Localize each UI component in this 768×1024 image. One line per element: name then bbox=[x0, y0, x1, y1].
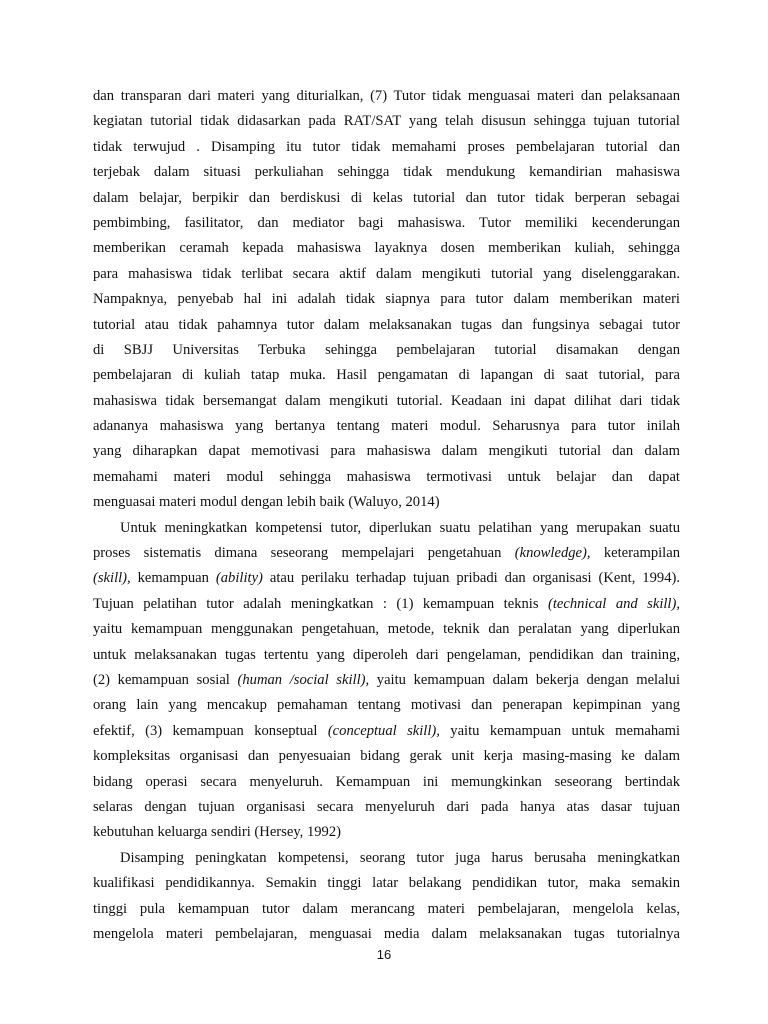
text-line: kebutuhan keluarga sendiri (Hersey, 1992) bbox=[93, 824, 342, 841]
text-line: menguasai materi modul dengan lebih baik (Waluyo, 2014) bbox=[93, 494, 440, 511]
text-line: pembimbing, fasilitator, dan mediator bagi mahasiswa. Tutor memiliki kecenderungan bbox=[93, 214, 680, 231]
text-line: kualifikasi pendidikannya. Semakin tinggi latar belakang pendidikan tutor, maka semakin bbox=[93, 875, 680, 892]
text-line: (skill), kemampuan (ability) atau perilaku terhadap tujuan pribadi dan organisasi (Kent, 1994). bbox=[93, 570, 680, 587]
text-line: yaitu kemampuan menggunakan pengetahuan, metode, teknik dan peralatan yang diperlukan bbox=[93, 621, 680, 638]
text-line: selaras dengan tujuan organisasi secara menyeluruh dari pada hanya atas dasar tujuan bbox=[93, 798, 680, 815]
text-line: tidak terwujud . Disamping itu tutor tidak memahami proses pembelajaran tutorial dan bbox=[93, 138, 680, 155]
text-line: Nampaknya, penyebab hal ini adalah tidak siapnya para tutor dalam memberikan materi bbox=[93, 291, 680, 308]
text-line: memberikan ceramah kepada mahasiswa layaknya dosen memberikan kuliah, sehingga bbox=[93, 240, 680, 257]
text-line: untuk melaksanakan tugas tertentu yang diperoleh dari pengelaman, pendidikan dan training, bbox=[93, 646, 680, 663]
text-line: mahasiswa tidak bersemangat dalam mengikuti tutorial. Keadaan ini dapat dilihat dari tidak bbox=[93, 392, 680, 409]
text-line: terjebak dalam situasi perkuliahan sehingga tidak mendukung kemandirian mahasiswa bbox=[93, 164, 680, 181]
text-line: tinggi pula kemampuan tutor dalam merancang materi pembelajaran, mengelola kelas, bbox=[93, 900, 680, 917]
text-line: di SBJJ Universitas Terbuka sehingga pembelajaran tutorial disamakan dengan bbox=[93, 341, 680, 358]
text-line: dalam belajar, berpikir dan berdiskusi di kelas tutorial dan tutor tidak berperan sebagai bbox=[93, 189, 680, 206]
text-line: bidang operasi secara menyeluruh. Kemampuan ini memungkinkan seseorang bertindak bbox=[93, 773, 680, 790]
text-line: kegiatan tutorial tidak didasarkan pada RAT/SAT yang telah disusun sehingga tujuan tutorial bbox=[93, 113, 680, 130]
text-line: memahami materi modul sehingga mahasiswa termotivasi untuk belajar dan dapat bbox=[93, 468, 680, 485]
text-line: para mahasiswa tidak terlibat secara aktif dalam mengikuti tutorial yang diselenggarakan. bbox=[93, 265, 680, 282]
paragraph-first-line: Disamping peningkatan kompetensi, seorang tutor juga harus berusaha meningkatkan bbox=[120, 849, 680, 866]
text-line: dan transparan dari materi yang diturialkan, (7) Tutor tidak menguasai materi dan pelaksanaan bbox=[93, 88, 680, 104]
text-line: (2) kemampuan sosial (human /social skill), yaitu kemampuan dalam bekerja dengan melalui bbox=[93, 671, 680, 688]
text-line: pembelajaran di kuliah tatap muka. Hasil pengamatan di lapangan di saat tutorial, para bbox=[93, 367, 680, 384]
text-line: yang diharapkan dapat memotivasi para mahasiswa dalam mengikuti tutorial dan dalam bbox=[93, 443, 680, 460]
paragraph-first-line: Untuk meningkatkan kompetensi tutor, diperlukan suatu pelatihan yang merupakan suatu bbox=[120, 519, 680, 536]
text-line: efektif, (3) kemampuan konseptual (conceptual skill), yaitu kemampuan untuk memahami bbox=[93, 722, 680, 739]
text-line: Tujuan pelatihan tutor adalah meningkatkan : (1) kemampuan teknis (technical and skill), bbox=[93, 595, 680, 612]
text-line: proses sistematis dimana seseorang mempelajari pengetahuan (knowledge), keterampilan bbox=[93, 545, 680, 562]
text-line: kompleksitas organisasi dan penyesuaian bidang gerak unit kerja masing-masing ke dalam bbox=[93, 748, 680, 765]
text-line: tutorial atau tidak pahamnya tutor dalam melaksanakan tugas dan fungsinya sebagai tutor bbox=[93, 316, 680, 333]
body-text bbox=[93, 84, 680, 947]
text-line: orang lain yang mencakup pemahaman tentang motivasi dan penerapan kepimpinan yang bbox=[93, 697, 680, 714]
page-number: 16 bbox=[376, 947, 392, 962]
text-line: adananya mahasiswa yang bertanya tentang materi modul. Seharusnya para tutor inilah bbox=[93, 418, 680, 435]
text-line: mengelola materi pembelajaran, menguasai media dalam melaksanakan tugas tutorialnya bbox=[93, 925, 680, 942]
